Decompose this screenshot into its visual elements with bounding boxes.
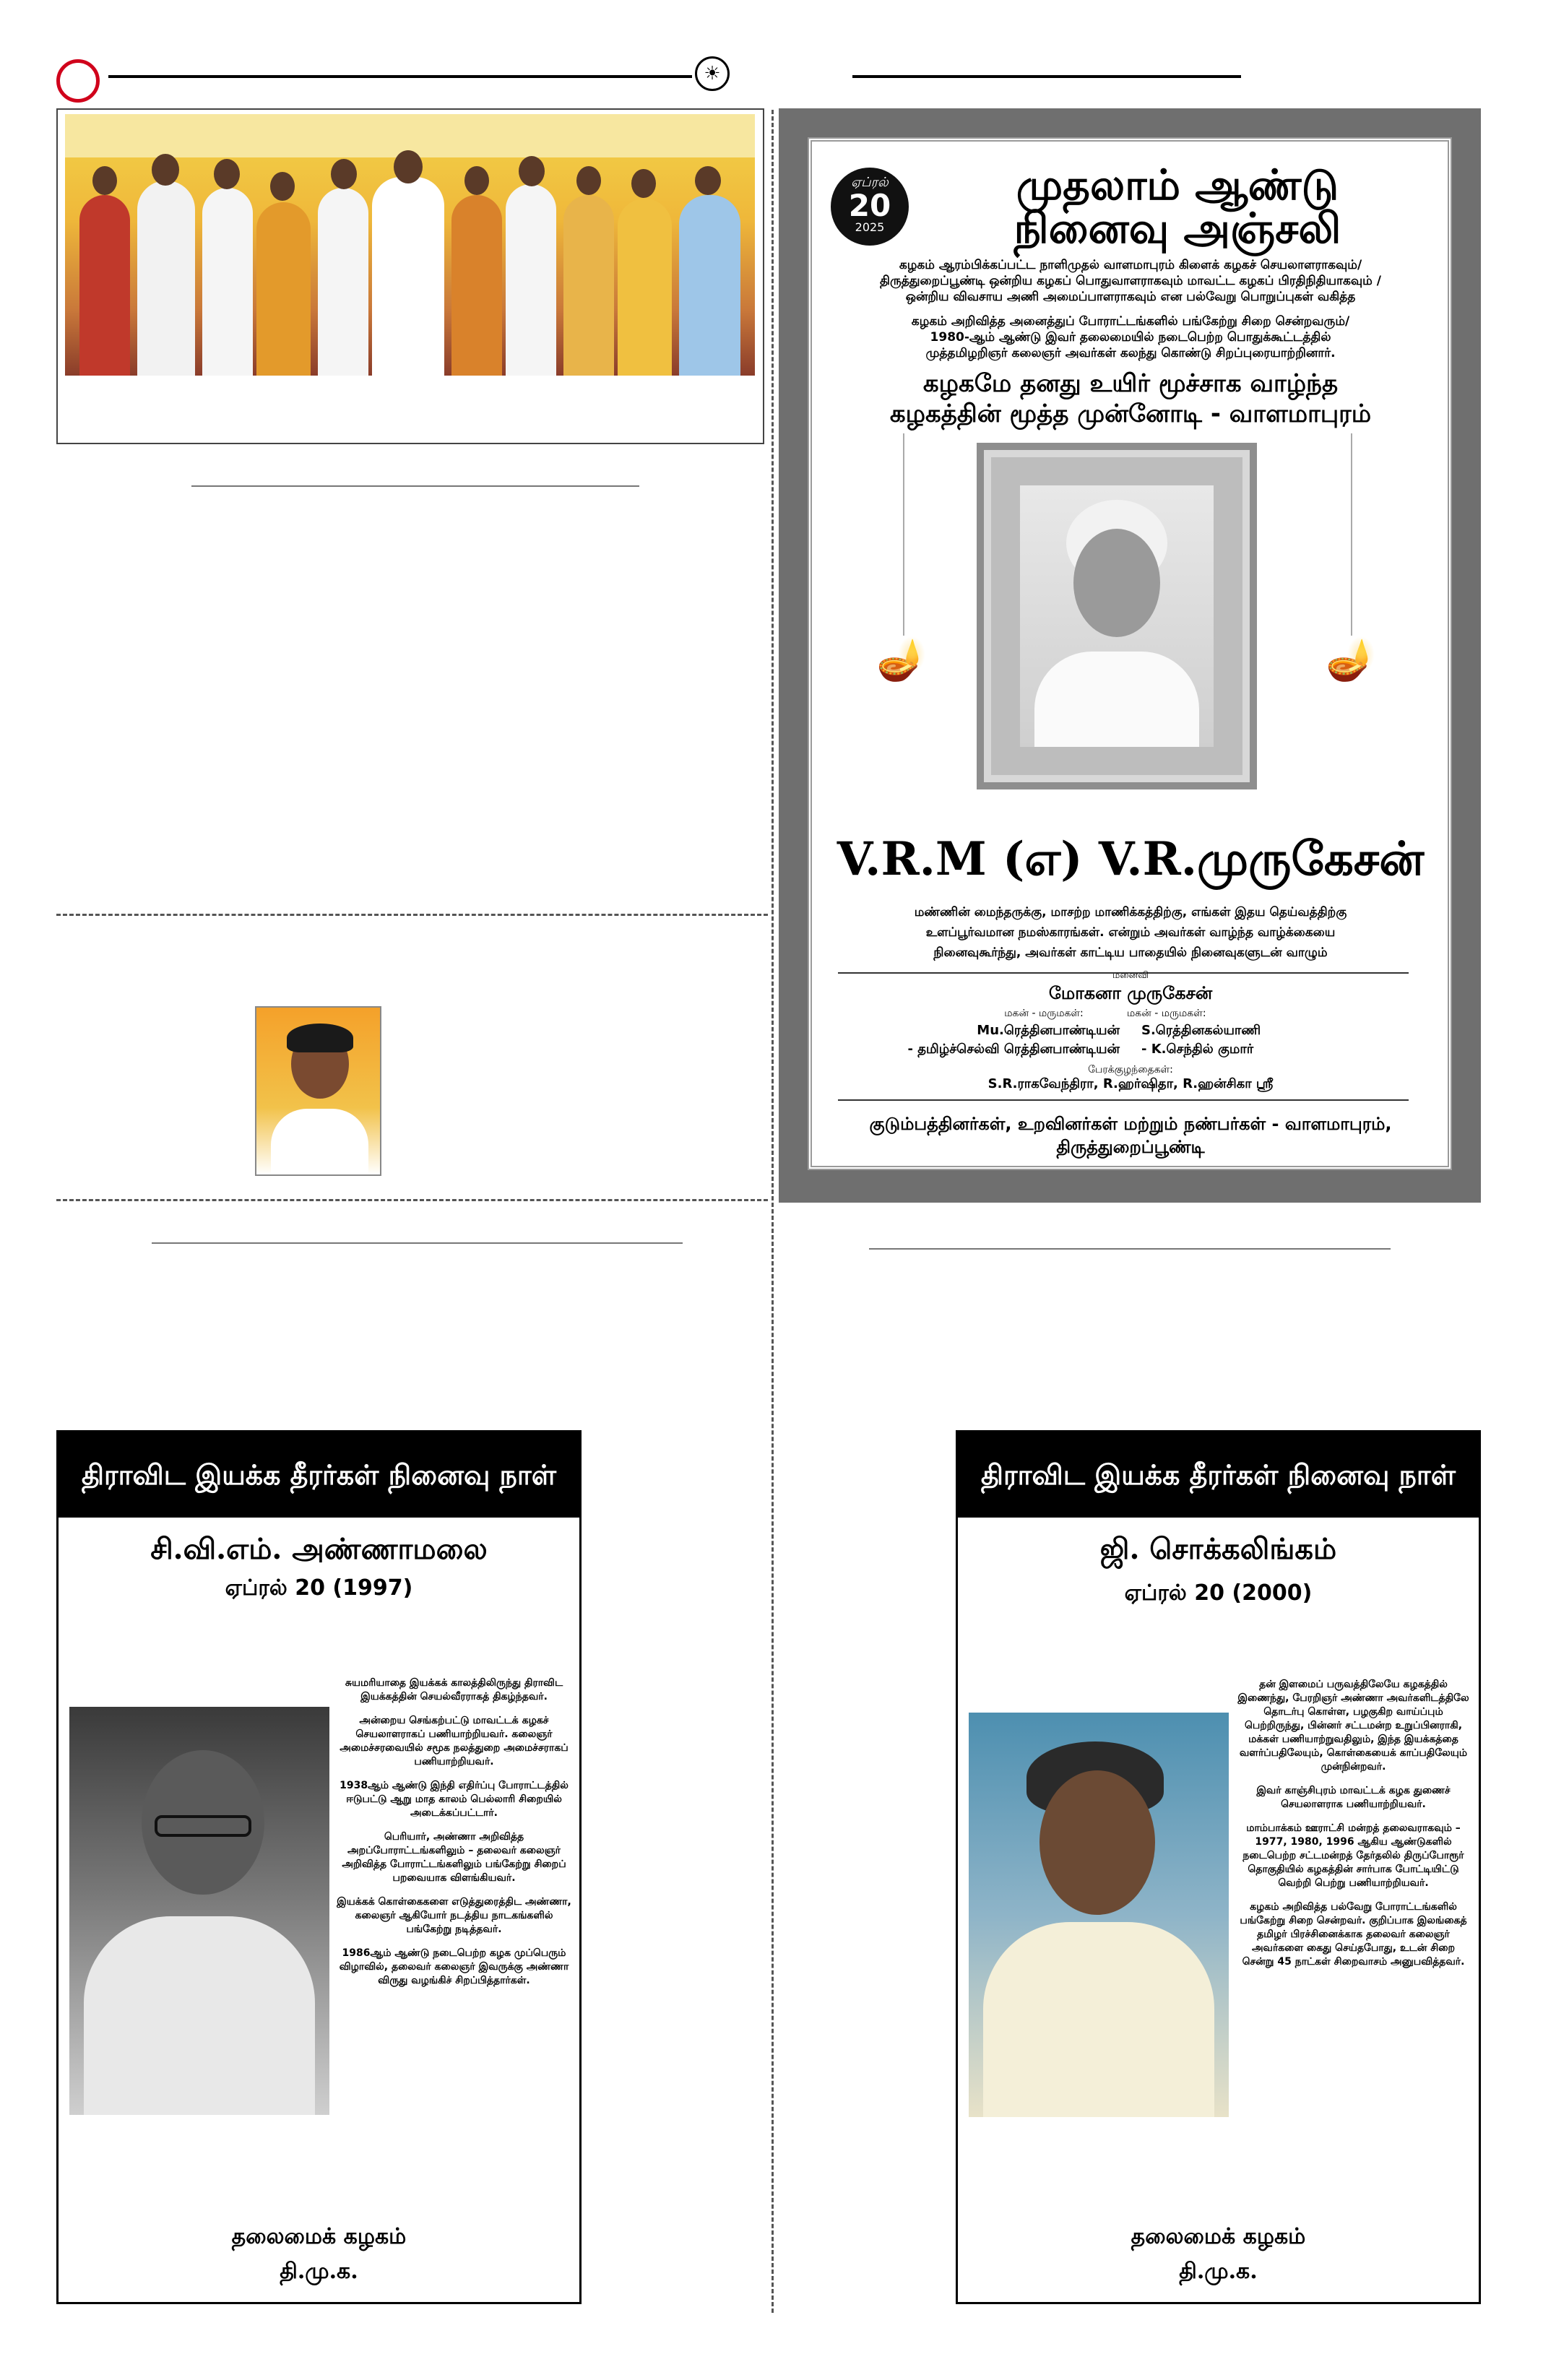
oil-lamp-icon-right: 🪔: [1326, 636, 1376, 683]
ad-intro-3: ஒன்றிய விவசாய அணி அமைப்பாளராகவும் என பல்வேறு பொறுப்புகள் வகித்த: [905, 290, 1356, 304]
lamp-chain-left: [903, 433, 904, 636]
bio-paragraph: தன் இளமைப் பருவத்திலேயே கழகத்தில் இணைந்து, பேரறிஞர் அண்ணா அவர்களிடத்திலே தொடர்பு கொள்ள, பழகுகிற வாய்ப்பும் பெற்றிருந்து, பின்னர் சட்டமன்ற உறுப்பினராகி, மக்கள் பணியாற்றுவதிலும், இந்த இயக்கத்தை வளர்ப்பதிலேயும், கொள்கையைக் காப்பதிலேயும் முன்நின்றவர்.: [1237, 1679, 1469, 1773]
dashed-separator-2: [56, 1199, 768, 1201]
wife-name: மோகனா முருகேசன்: [1048, 983, 1213, 1003]
separator-line: [191, 485, 639, 487]
son-left: Mu.ரெத்தினபாண்டியன்: [977, 1023, 1120, 1038]
son-right: S.ரெத்தினகல்யாணி: [1141, 1023, 1261, 1038]
card-name: சி.வி.எம். அண்ணாமலை: [150, 1532, 488, 1566]
oil-lamp-icon: 🪔: [876, 636, 927, 683]
card-date: ஏப்ரல் 20 (1997): [225, 1575, 413, 1601]
date-badge: [831, 168, 909, 246]
card-footer-2: தி.மு.க.: [1179, 2259, 1258, 2284]
card-bio: [337, 1676, 571, 1998]
son-label-right: மகன் - மருமகள்:: [1127, 1008, 1206, 1019]
ad-intro-1: கழகம் ஆரம்பிக்கப்பட்ட நாளிமுதல் வாளமாபுரம் கிளைக் கழகச் செயலாளராகவும்/: [899, 258, 1362, 272]
column-divider: [772, 110, 774, 2313]
bio-paragraph: இயக்கக் கொள்கைகளை எடுத்துரைத்திட அண்ணா, கலைஞர் ஆகியோர் நடத்திய நாடகங்களில் பங்கேற்று நடித்தவர்.: [337, 1896, 571, 1935]
ad-history-1: கழகம் அறிவித்த அனைத்துப் போராட்டங்களில் பங்கேற்று சிறை சென்றவரும்/: [911, 314, 1350, 329]
bio-paragraph: பெரியார், அண்ணா அறிவித்த அறப்போராட்டங்களிலும் – தலைவர் கலைஞர் அறிவித்த போராட்டங்களிலும் பங்கேற்று சிறைப் பறவையாக விளங்கியவர்.: [342, 1831, 566, 1884]
small-portrait-photo: [255, 1006, 381, 1176]
bio-paragraph: மாம்பாக்கம் ஊராட்சி மன்றத் தலைவராகவும் – 1977, 1980, 1996 ஆகிய ஆண்டுகளில் நடைபெற்ற சட்டமன்றத் தேர்தலில் திருப்போரூர் தொகுதியில் கழகத்தின் சார்பாக போட்டியிட்டு வெற்றி பெற்று பணியாற்றியவர்.: [1242, 1822, 1464, 1889]
grandchildren: S.R.ராகவேந்திரா, R.ஹர்ஷிதா, R.ஹன்சிகா ஸ்ரீ: [987, 1076, 1274, 1091]
ad-slogan-2: கழகத்தின் மூத்த முன்னோடி - வாளமாபுரம்: [889, 399, 1372, 428]
ad-footer: குடும்பத்தினர்கள், உறவினர்கள் மற்றும் நண்பர்கள் - வாளமாபுரம், திருத்துறைப்பூண்டி: [869, 1114, 1392, 1157]
wife-label: மனைவி: [1112, 970, 1149, 981]
card-footer-2: தி.மு.க.: [280, 2259, 358, 2284]
bio-paragraph: 1938ஆம் ஆண்டு இந்தி எதிர்ப்பு போராட்டத்தில் ஈடுபட்டு ஆறு மாத காலம் பெல்லாரி சிறையில் அடைக்கப்பட்டார்.: [340, 1780, 569, 1819]
card-date: ஏப்ரல் 20 (2000): [1124, 1580, 1313, 1606]
bio-paragraph: அன்றைய செங்கற்பட்டு மாவட்டக் கழகச் செயலாளராகப் பணியாற்றியவர். கலைஞர் அமைச்சரவையில் சமூக நலத்துறை அமைச்சராகப் பணியாற்றியவர்.: [340, 1715, 569, 1767]
card-bio: [1236, 1678, 1471, 1979]
memorial-portrait: [1020, 485, 1214, 747]
ad-slogan-1: கழகமே தனது உயிர் மூச்சாக வாழ்ந்த: [922, 369, 1339, 398]
ad-history-2: 1980-ஆம் ஆண்டு இவர் தலைமையில் நடைபெற்ற பொதுக்கூட்டத்தில்: [930, 330, 1331, 345]
ad-intro-2: திருத்துறைப்பூண்டி ஒன்றிய கழகப் பொதுவாளராகவும் மாவட்ட கழகப் பிரதிநிதியாகவும் /: [880, 274, 1381, 288]
bio-paragraph: சுயமரியாதை இயக்கக் காலத்திலிருந்து திராவிட இயக்கத்தின் செயல்வீரராகத் திகழ்ந்தவர்.: [345, 1677, 563, 1702]
card-header: திராவிட இயக்க தீரர்கள் நினைவு நாள்: [958, 1432, 1479, 1518]
deceased-name: V.R.M (எ) V.R.முருகேசன்: [837, 832, 1425, 886]
son-label-left: மகன் - மருமகள்:: [1004, 1008, 1084, 1019]
header-rule: [108, 75, 692, 78]
separator-line-3: [869, 1248, 1391, 1250]
news-photo: [65, 114, 755, 376]
tribute-1: மண்ணின் மைந்தருக்கு, மாசற்ற மாணிக்கத்திற்கு, எங்கள் இதய தெய்வத்திற்கு: [914, 905, 1347, 919]
card-footer-1: தலைமைக் கழகம்: [1131, 2224, 1306, 2249]
bio-paragraph: இவர் காஞ்சிபுரம் மாவட்டக் கழக துணைச் செயலாளராக பணியாற்றியவர்.: [1256, 1785, 1451, 1810]
ad-title-line2: நினைவு அஞ்சலி: [1013, 204, 1341, 253]
grandchildren-label: பேரக்குழந்தைகள்:: [1088, 1064, 1173, 1076]
ad-history-3: முத்தமிழறிஞர் கலைஞர் அவர்கள் கலந்து கொண்டு சிறப்புரையாற்றினார்.: [925, 346, 1336, 360]
bio-paragraph: 1986ஆம் ஆண்டு நடைபெற்ற கழக முப்பெரும் விழாவில், தலைவர் கலைஞர் இவருக்கு அண்ணா விருது வழங்கிச் சிறப்பித்தார்கள்.: [339, 1947, 569, 1986]
tribute-2: உளப்பூர்வமான நமஸ்காரங்கள். என்றும் அவர்கள் வாழ்ந்த வாழ்க்கையை: [925, 925, 1336, 940]
remembrance-card-right: [956, 1430, 1481, 2304]
card-portrait: [69, 1707, 329, 2115]
header-rule-right: [852, 75, 1241, 78]
logo-icon: [56, 59, 100, 103]
daughter-in-law-right: - K.செந்தில் குமார்: [1141, 1042, 1254, 1057]
dashed-separator: [56, 914, 768, 916]
rising-sun-emblem-icon: ☀: [695, 56, 730, 91]
separator-line-2: [152, 1242, 683, 1244]
card-header: திராவிட இயக்க தீரர்கள் நினைவு நாள்: [59, 1432, 579, 1518]
lamp-chain-right: [1351, 433, 1352, 636]
card-name: ஜி. சொக்கலிங்கம்: [1099, 1532, 1337, 1566]
daughter-in-law-left: - தமிழ்ச்செல்வி ரெத்தினபாண்டியன்: [907, 1042, 1120, 1057]
bio-paragraph: கழகம் அறிவித்த பல்வேறு போராட்டங்களில் பங்கேற்று சிறை சென்றவர். குறிப்பாக இலங்கைத் தமிழர் பிரச்சினைக்காக தலைவர் கலைஞர் அவர்களை கைது செய்தபோது, உடன் சிறை சென்று 45 நாட்கள் சிறைவாசம் அனுபவித்தவர்.: [1240, 1901, 1467, 1968]
remembrance-card-left: [56, 1430, 582, 2304]
ad-rule-bottom: [838, 1099, 1409, 1101]
tribute-3: நினைவுகூர்ந்து, அவர்கள் காட்டிய பாதையில் நினைவுகளுடன் வாழும்: [933, 945, 1328, 960]
badge-year: 2025: [855, 220, 885, 234]
card-footer-1: தலைமைக் கழகம்: [231, 2224, 407, 2249]
card-portrait: [969, 1713, 1229, 2117]
badge-month: ஏப்ரல்: [851, 175, 889, 190]
badge-day: 20: [848, 188, 891, 223]
ad-title-line1: முதலாம் ஆண்டு: [1016, 160, 1339, 209]
